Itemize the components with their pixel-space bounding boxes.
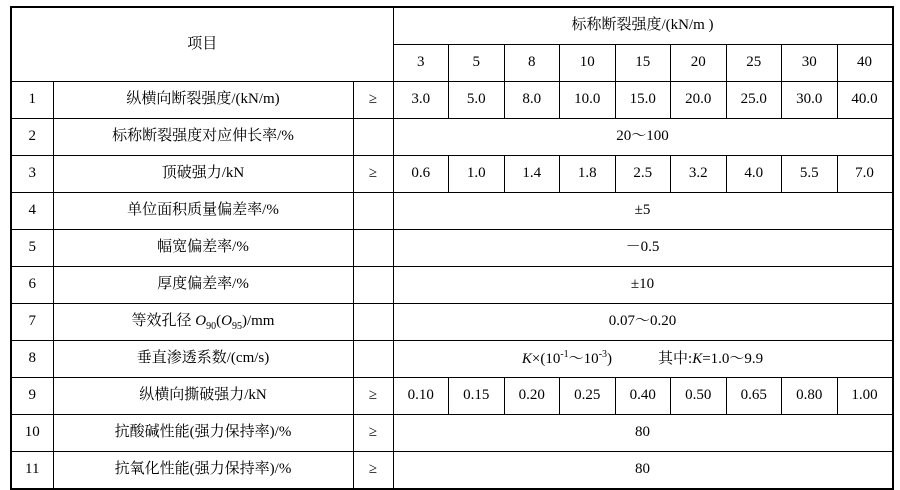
row-value: 0.40 — [615, 378, 671, 415]
row-value: 25.0 — [726, 82, 782, 119]
header-grade-3: 3 — [393, 45, 449, 82]
row-value: 10.0 — [560, 82, 616, 119]
table-row — [11, 452, 893, 490]
row-number: 7 — [11, 304, 53, 341]
row-operator: ≥ — [353, 452, 393, 490]
row-value: 1.8 — [560, 156, 616, 193]
table-row — [11, 119, 893, 156]
row-value: 1.4 — [504, 156, 560, 193]
row-item-label: 纵横向撕破强力/kN — [53, 378, 353, 415]
row-item-label: 标称断裂强度对应伸长率/% — [53, 119, 353, 156]
row-operator — [353, 267, 393, 304]
row-operator: ≥ — [353, 82, 393, 119]
row-value: 7.0 — [837, 156, 893, 193]
row-number: 1 — [11, 82, 53, 119]
row-operator — [353, 230, 393, 267]
row-merged-value: 20～100 — [393, 119, 893, 156]
row-number: 5 — [11, 230, 53, 267]
row-item-label: 垂直渗透系数/(cm/s) — [53, 341, 353, 378]
row-merged-value: ±5 — [393, 193, 893, 230]
header-row-top — [11, 7, 893, 45]
header-item-label: 项目 — [11, 7, 393, 82]
table-row — [11, 378, 893, 415]
row-value: 0.50 — [671, 378, 727, 415]
row-value: 20.0 — [671, 82, 727, 119]
row-merged-value: 80 — [393, 415, 893, 452]
header-grade-5: 5 — [449, 45, 505, 82]
header-grade-25: 25 — [726, 45, 782, 82]
table-header — [11, 7, 893, 82]
row-value: 40.0 — [837, 82, 893, 119]
row-item-label: 顶破强力/kN — [53, 156, 353, 193]
row-value: 5.0 — [449, 82, 505, 119]
row-operator — [353, 341, 393, 378]
row-merged-value: 80 — [393, 452, 893, 490]
row-item-label: 厚度偏差率/% — [53, 267, 353, 304]
row-item-label: 单位面积质量偏差率/% — [53, 193, 353, 230]
row-item-label: 纵横向断裂强度/(kN/m) — [53, 82, 353, 119]
row-number: 11 — [11, 452, 53, 490]
table-body — [11, 82, 893, 490]
row-operator: ≥ — [353, 415, 393, 452]
row-value: 0.80 — [782, 378, 838, 415]
table-row — [11, 304, 893, 341]
row-item-label: 幅宽偏差率/% — [53, 230, 353, 267]
row-merged-value: 0.07～0.20 — [393, 304, 893, 341]
row-number: 8 — [11, 341, 53, 378]
row-number: 3 — [11, 156, 53, 193]
table-row — [11, 82, 893, 119]
row-value: 0.15 — [449, 378, 505, 415]
row-number: 9 — [11, 378, 53, 415]
row-value: 0.6 — [393, 156, 449, 193]
row-value: 0.65 — [726, 378, 782, 415]
row-operator — [353, 304, 393, 341]
row-number: 2 — [11, 119, 53, 156]
row-merged-value: $K\times(10^{-1}\sim 10^{-3})$ 其中:K=1.0～9.9 — [393, 341, 893, 378]
row-operator — [353, 119, 393, 156]
row-value: 0.20 — [504, 378, 560, 415]
row-value: 15.0 — [615, 82, 671, 119]
row-item-label: 等效孔径 $O_{90}(O_{95})/mm$ — [53, 304, 353, 341]
row-value: 5.5 — [782, 156, 838, 193]
row-value: 30.0 — [782, 82, 838, 119]
row-operator: ≥ — [353, 378, 393, 415]
row-value: 3.2 — [671, 156, 727, 193]
row-value: 1.00 — [837, 378, 893, 415]
row-number: 10 — [11, 415, 53, 452]
row-merged-value: ±10 — [393, 267, 893, 304]
row-item-label: 抗氧化性能(强力保持率)/% — [53, 452, 353, 490]
header-grade-10: 10 — [560, 45, 616, 82]
header-grade-40: 40 — [837, 45, 893, 82]
table-row — [11, 415, 893, 452]
header-grade-15: 15 — [615, 45, 671, 82]
table-row — [11, 267, 893, 304]
row-merged-value: －0.5 — [393, 230, 893, 267]
row-value: 0.10 — [393, 378, 449, 415]
table-row — [11, 341, 893, 378]
header-strength-label: 标称断裂强度/(kN/m ) — [393, 7, 893, 45]
row-value: 8.0 — [504, 82, 560, 119]
header-grade-30: 30 — [782, 45, 838, 82]
header-grade-20: 20 — [671, 45, 727, 82]
specification-table — [10, 6, 894, 490]
row-number: 6 — [11, 267, 53, 304]
row-operator: ≥ — [353, 156, 393, 193]
row-value: 4.0 — [726, 156, 782, 193]
header-grade-8: 8 — [504, 45, 560, 82]
row-operator — [353, 193, 393, 230]
row-number: 4 — [11, 193, 53, 230]
row-value: 1.0 — [449, 156, 505, 193]
row-value: 2.5 — [615, 156, 671, 193]
row-item-label: 抗酸碱性能(强力保持率)/% — [53, 415, 353, 452]
row-value: 3.0 — [393, 82, 449, 119]
row-value: 0.25 — [560, 378, 616, 415]
table-row — [11, 193, 893, 230]
table-row — [11, 230, 893, 267]
table-row — [11, 156, 893, 193]
